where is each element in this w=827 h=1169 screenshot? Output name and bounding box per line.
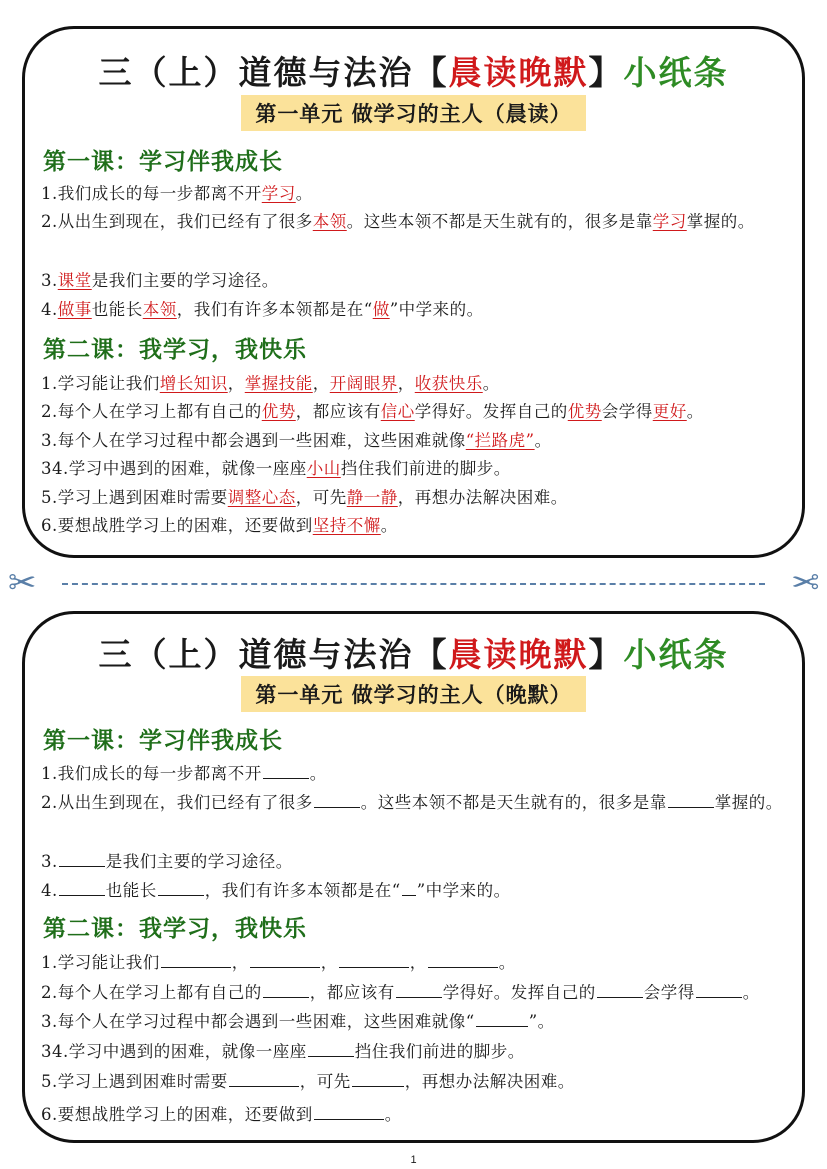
fill-blank	[263, 760, 309, 779]
lesson-2-heading: 第二课：我学习，我快乐	[43, 336, 307, 363]
item-1-4: 4. 也能长 ，我们有许多本领都是在“ ”中学来的。	[41, 876, 788, 906]
item-2-4: 34.学习中遇到的困难，就像一座座 挡住我们前进的脚步。	[41, 1037, 788, 1067]
fill-blank	[314, 1101, 384, 1120]
page-number: 1	[410, 1154, 417, 1166]
item-2-5: 5.学习上遇到困难时需要 ，可先 ，再想办法解决困难。	[41, 1067, 788, 1097]
fill-blank	[339, 949, 409, 968]
item-1-1: 1.我们成长的每一步都离不开学习。	[41, 184, 313, 203]
lesson-1-heading: 第一课：学习伴我成长	[43, 727, 283, 754]
item-2-6: 6.要想战胜学习上的困难，还要做到坚持不懈。	[41, 516, 398, 535]
fill-blank	[229, 1068, 299, 1087]
fill-blank	[250, 949, 320, 968]
item-2-4: 34.学习中遇到的困难，就像一座座小山挡住我们前进的脚步。	[41, 459, 511, 478]
fill-blank	[402, 877, 416, 896]
fill-blank	[597, 979, 643, 998]
item-2-2: 2.每个人在学习上都有自己的 ，都应该有 学得好。发挥自己的 会学得 。	[41, 978, 788, 1008]
card-title: 三（上）道德与法治【晨读晚默】小纸条	[98, 635, 729, 674]
fill-blank	[314, 789, 360, 808]
fill-blank	[308, 1038, 354, 1057]
unit-banner: 第一单元 做学习的主人（晨读）	[241, 95, 585, 131]
item-2-6: 6.要想战胜学习上的困难，还要做到 。	[41, 1100, 788, 1130]
item-2-3: 3.每个人在学习过程中都会遇到一些困难，这些困难就像“拦路虎”。	[41, 431, 552, 450]
item-1-2: 2.从出生到现在，我们已经有了很多本领。这些本领不都是天生就有的，很多是靠学习掌握的。	[41, 212, 755, 231]
item-1-2: 2.从出生到现在，我们已经有了很多 。这些本领不都是天生就有的，很多是靠 掌握的。	[41, 788, 788, 818]
item-2-3: 3.每个人在学习过程中都会遇到一些困难，这些困难就像“ ”。	[41, 1007, 788, 1037]
scissors-icon: ✂	[8, 563, 37, 603]
item-2-5: 5.学习上遇到困难时需要调整心态，可先静一静，再想办法解决困难。	[41, 488, 568, 507]
fill-blank	[263, 979, 309, 998]
card-title: 三（上）道德与法治【晨读晚默】小纸条	[98, 53, 729, 92]
fill-blank	[161, 949, 231, 968]
item-1-3: 3.课堂是我们主要的学习途径。	[41, 271, 279, 290]
lesson-1-heading: 第一课：学习伴我成长	[43, 148, 283, 175]
fill-blank	[396, 979, 442, 998]
item-1-3: 3. 是我们主要的学习途径。	[41, 847, 788, 877]
lesson-2-heading: 第二课：我学习，我快乐	[43, 915, 307, 942]
item-1-4: 4.做事也能长本领，我们有许多本领都是在“做”中学来的。	[41, 300, 484, 319]
cut-line-divider	[62, 583, 765, 585]
fill-blank	[428, 949, 498, 968]
unit-banner: 第一单元 做学习的主人（晚默）	[241, 676, 585, 712]
fill-blank	[476, 1008, 528, 1027]
evening-dictation-card	[22, 611, 805, 1143]
item-2-1: 1.学习能让我们增长知识，掌握技能，开阔眼界，收获快乐。	[41, 374, 500, 393]
fill-blank	[668, 789, 714, 808]
item-1-1: 1.我们成长的每一步都离不开 。	[41, 759, 788, 789]
fill-blank	[59, 848, 105, 867]
fill-blank	[59, 877, 105, 896]
morning-reading-card	[22, 26, 805, 558]
fill-blank	[696, 979, 742, 998]
item-2-1: 1.学习能让我们 ， ， ， 。	[41, 948, 788, 978]
scissors-icon: ✂	[790, 563, 819, 603]
fill-blank	[158, 877, 204, 896]
item-2-2: 2.每个人在学习上都有自己的优势，都应该有信心学得好。发挥自己的优势会学得更好。	[41, 402, 704, 421]
fill-blank	[352, 1068, 404, 1087]
